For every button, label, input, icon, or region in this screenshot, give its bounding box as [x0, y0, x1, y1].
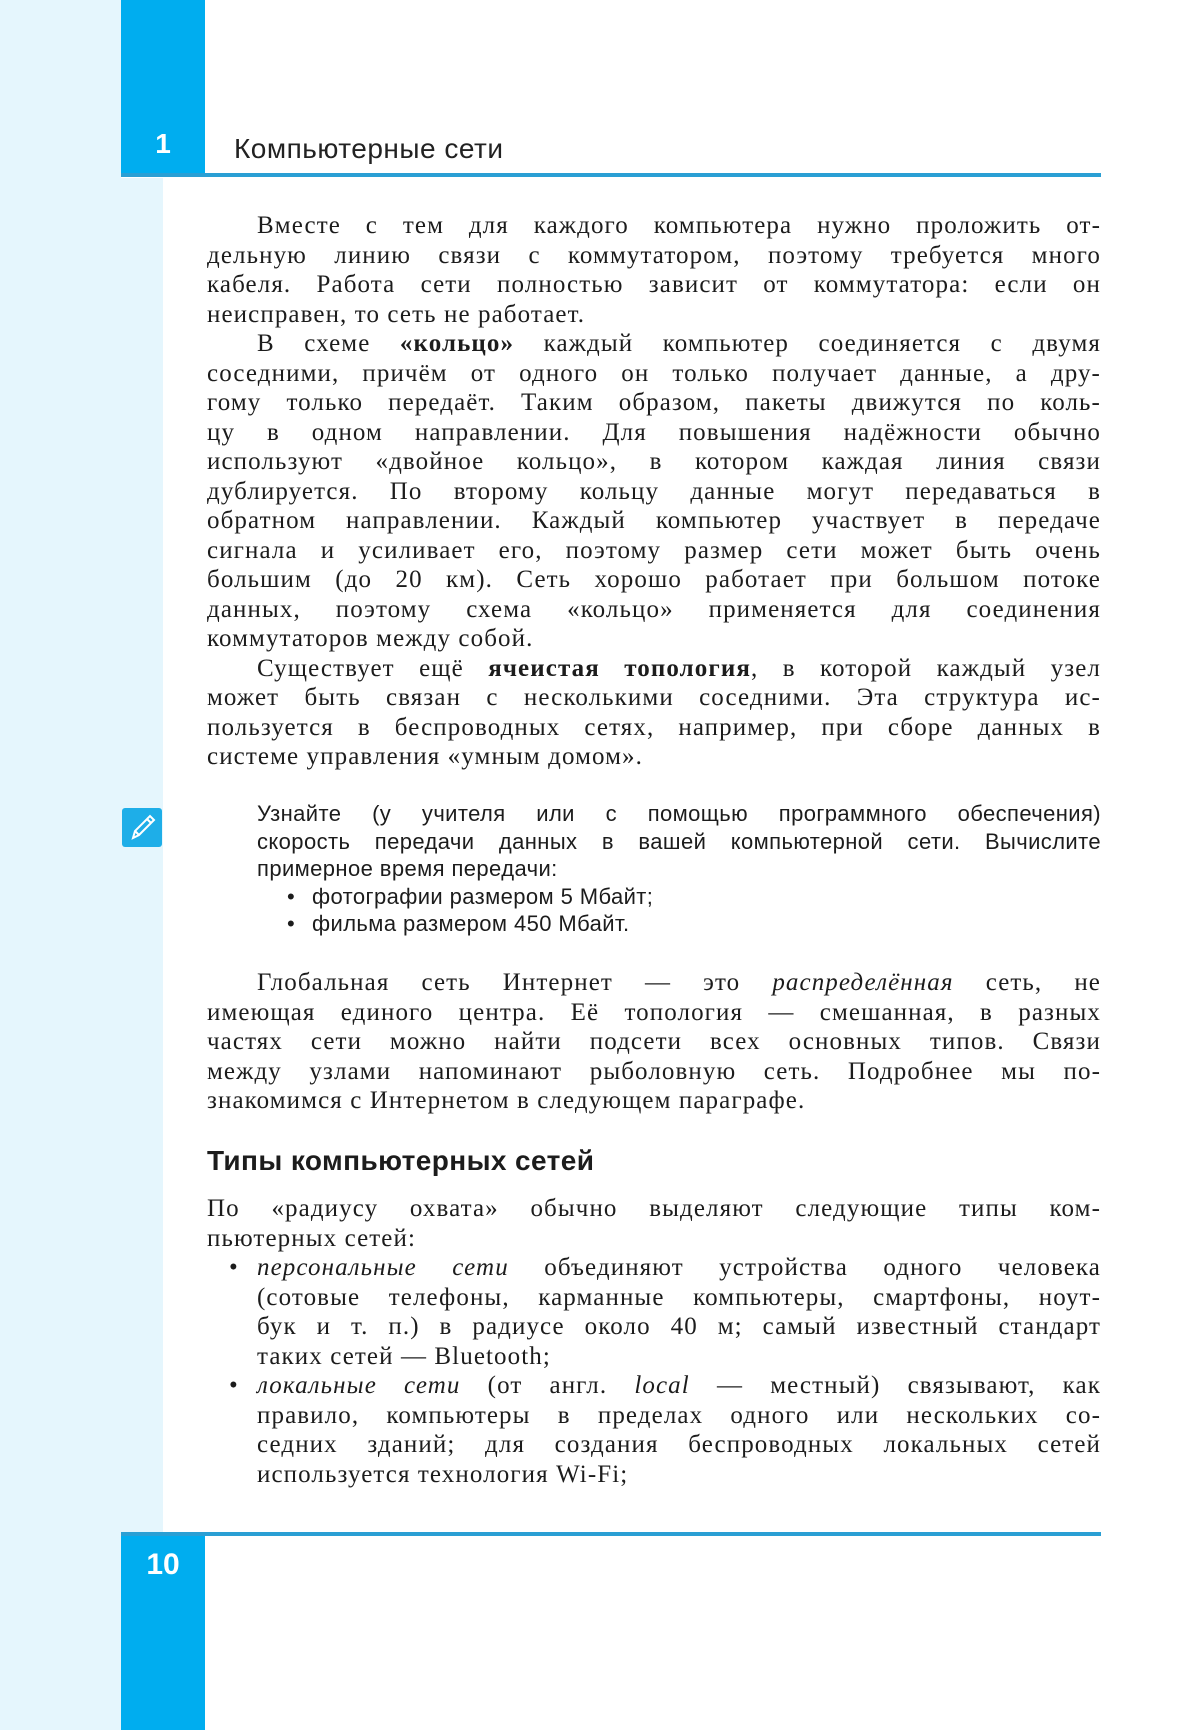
bold-term: ячеистая топология	[488, 654, 751, 682]
text-line	[257, 855, 1101, 883]
text-line	[207, 329, 1101, 359]
text-line	[207, 506, 1101, 536]
text-run: системе управления «умным домом».	[207, 743, 643, 770]
bullet-item-line	[207, 1253, 1101, 1283]
bullet-item-line	[207, 1430, 1101, 1460]
italic-term: локальные сети	[257, 1372, 461, 1399]
left-margin-strip-inner	[121, 178, 163, 1532]
body-text-3	[207, 1194, 1101, 1489]
bullet-item-line	[257, 883, 1101, 911]
text-run: (от англ.	[460, 1372, 635, 1399]
text-line	[207, 713, 1101, 743]
text-line	[257, 828, 1101, 856]
bullet-item-line	[207, 1283, 1101, 1313]
text-run: фотографии размером 5 Мбайт;	[312, 883, 654, 909]
text-run: дублируется. По второму кольцу данные могут передаваться в	[207, 477, 1101, 505]
text-run: имеющая единого центра. Её топология — смешанная, в разных	[207, 998, 1101, 1026]
italic-term: распределённая	[772, 969, 954, 996]
text-run: может быть связан с несколькими соседними. Эта структура ис-	[207, 684, 1101, 711]
text-run: Глобальная сеть Интернет — это	[257, 969, 773, 996]
text-run: используют «двойное кольцо», в котором каждая линия связи	[207, 448, 1101, 475]
text-run: знакомимся с Интернетом в следующем параграфе.	[207, 1087, 806, 1114]
bullet-marker: •	[229, 1372, 239, 1399]
body-text-1	[207, 211, 1101, 772]
text-run: используется технология Wi-Fi;	[257, 1460, 629, 1488]
bullet-marker: •	[229, 1254, 239, 1281]
text-run: сеть, не	[953, 969, 1101, 996]
text-line	[207, 1224, 1101, 1254]
bullet-item-line	[207, 1401, 1101, 1431]
text-run: соседними, причём от одного он только получает данные, а дру-	[207, 359, 1101, 387]
text-line	[207, 418, 1101, 448]
text-line	[207, 1086, 1101, 1116]
text-line	[207, 241, 1101, 271]
text-run: цу в одном направлении. Для повышения надёжности обычно	[207, 418, 1101, 446]
text-line	[207, 595, 1101, 625]
text-run: Существует ещё	[257, 654, 489, 682]
text-line	[207, 300, 1101, 330]
chapter-number: 1	[155, 128, 171, 159]
text-line	[207, 388, 1101, 418]
text-run: сигнала и усиливает его, поэтому размер сети может быть очень	[207, 536, 1101, 564]
text-run: бук и т. п.) в радиусе около 40 м; самый известный стандарт	[257, 1313, 1101, 1340]
text-run: данных, поэтому схема «кольцо» применяется для соединения	[207, 595, 1101, 623]
text-run: пьютерных сетей:	[207, 1224, 417, 1252]
section-heading: Типы компьютерных сетей	[207, 1145, 595, 1176]
bullet-item-line	[257, 910, 1101, 938]
text-run: неисправен, то сеть не работает.	[207, 300, 586, 328]
text-run: между узлами напоминают рыболовную сеть. Подробнее мы по-	[207, 1057, 1101, 1085]
text-line	[207, 624, 1101, 654]
text-line	[207, 654, 1101, 684]
text-line	[257, 800, 1101, 828]
body-text-2	[207, 968, 1101, 1116]
pencil-icon	[122, 808, 162, 847]
text-line	[207, 1057, 1101, 1087]
text-line	[207, 270, 1101, 300]
text-line	[207, 968, 1101, 998]
text-run: В схеме	[257, 330, 400, 357]
text-run: дельную линию связи с коммутатором, поэтому требуется много	[207, 241, 1101, 269]
bullet-marker: •	[287, 883, 296, 909]
text-run: Узнайте (у учителя или с помощью программного обеспечения)	[257, 801, 1101, 826]
text-run: седних зданий; для создания беспроводных локальных сетей	[257, 1431, 1101, 1458]
text-run: правило, компьютеры в пределах одного или нескольких со-	[257, 1401, 1101, 1429]
text-run: фильма размером 450 Мбайт.	[312, 911, 630, 936]
text-line	[207, 998, 1101, 1028]
task-text	[257, 800, 1101, 938]
bullet-item-line	[207, 1371, 1101, 1401]
text-run: частях сети можно найти подсети всех основных типов. Связи	[207, 1028, 1101, 1055]
text-run: скорость передачи данных в вашей компьютерной сети. Вычислите	[257, 828, 1101, 854]
text-run: кабеля. Работа сети полностью зависит от коммутатора: если он	[207, 271, 1101, 298]
text-line	[207, 1194, 1101, 1224]
chapter-title: Компьютерные сети	[234, 133, 504, 164]
bold-term: «кольцо»	[399, 330, 515, 357]
text-line	[207, 536, 1101, 566]
header-rule	[121, 173, 1101, 177]
text-line	[207, 447, 1101, 477]
italic-term: персональные сети	[257, 1254, 509, 1281]
bullet-marker: •	[287, 911, 296, 936]
text-line	[207, 683, 1101, 713]
text-run: — местный) связывают, как	[689, 1372, 1101, 1399]
bullet-item-line	[207, 1460, 1101, 1490]
text-line	[207, 742, 1101, 772]
text-run: обратном направлении. Каждый компьютер участвует в передаче	[207, 507, 1101, 534]
text-run: каждый компьютер соединяется с двумя	[514, 330, 1101, 357]
text-run: таких сетей — Bluetooth;	[257, 1342, 551, 1370]
text-run: гому только передаёт. Таким образом, пакеты движутся по коль-	[207, 389, 1101, 416]
page-number: 10	[146, 1548, 180, 1581]
text-run: коммутаторов между собой.	[207, 625, 534, 652]
text-run: примерное время передачи:	[257, 856, 558, 881]
text-line	[207, 1027, 1101, 1057]
bullet-item-line	[207, 1312, 1101, 1342]
bullet-item-line	[207, 1342, 1101, 1372]
text-line	[207, 211, 1101, 241]
text-run: пользуется в беспроводных сетях, например, при сборе данных в	[207, 713, 1101, 741]
left-margin-strip	[0, 0, 121, 1730]
text-run: Вместе с тем для каждого компьютера нужно проложить от-	[257, 212, 1101, 239]
text-line	[207, 565, 1101, 595]
italic-term: local	[634, 1372, 690, 1399]
text-run: объединяют устройства одного человека	[508, 1254, 1101, 1281]
text-line	[207, 477, 1101, 507]
text-run: По «радиусу охвата» обычно выделяют следующие типы ком-	[207, 1195, 1101, 1222]
text-line	[207, 359, 1101, 389]
text-run: (сотовые телефоны, карманные компьютеры, смартфоны, ноут-	[257, 1283, 1101, 1311]
text-run: , в которой каждый узел	[750, 654, 1102, 682]
footer-rule	[121, 1532, 1101, 1536]
text-run: большим (до 20 км). Сеть хорошо работает при большом потоке	[207, 566, 1101, 593]
